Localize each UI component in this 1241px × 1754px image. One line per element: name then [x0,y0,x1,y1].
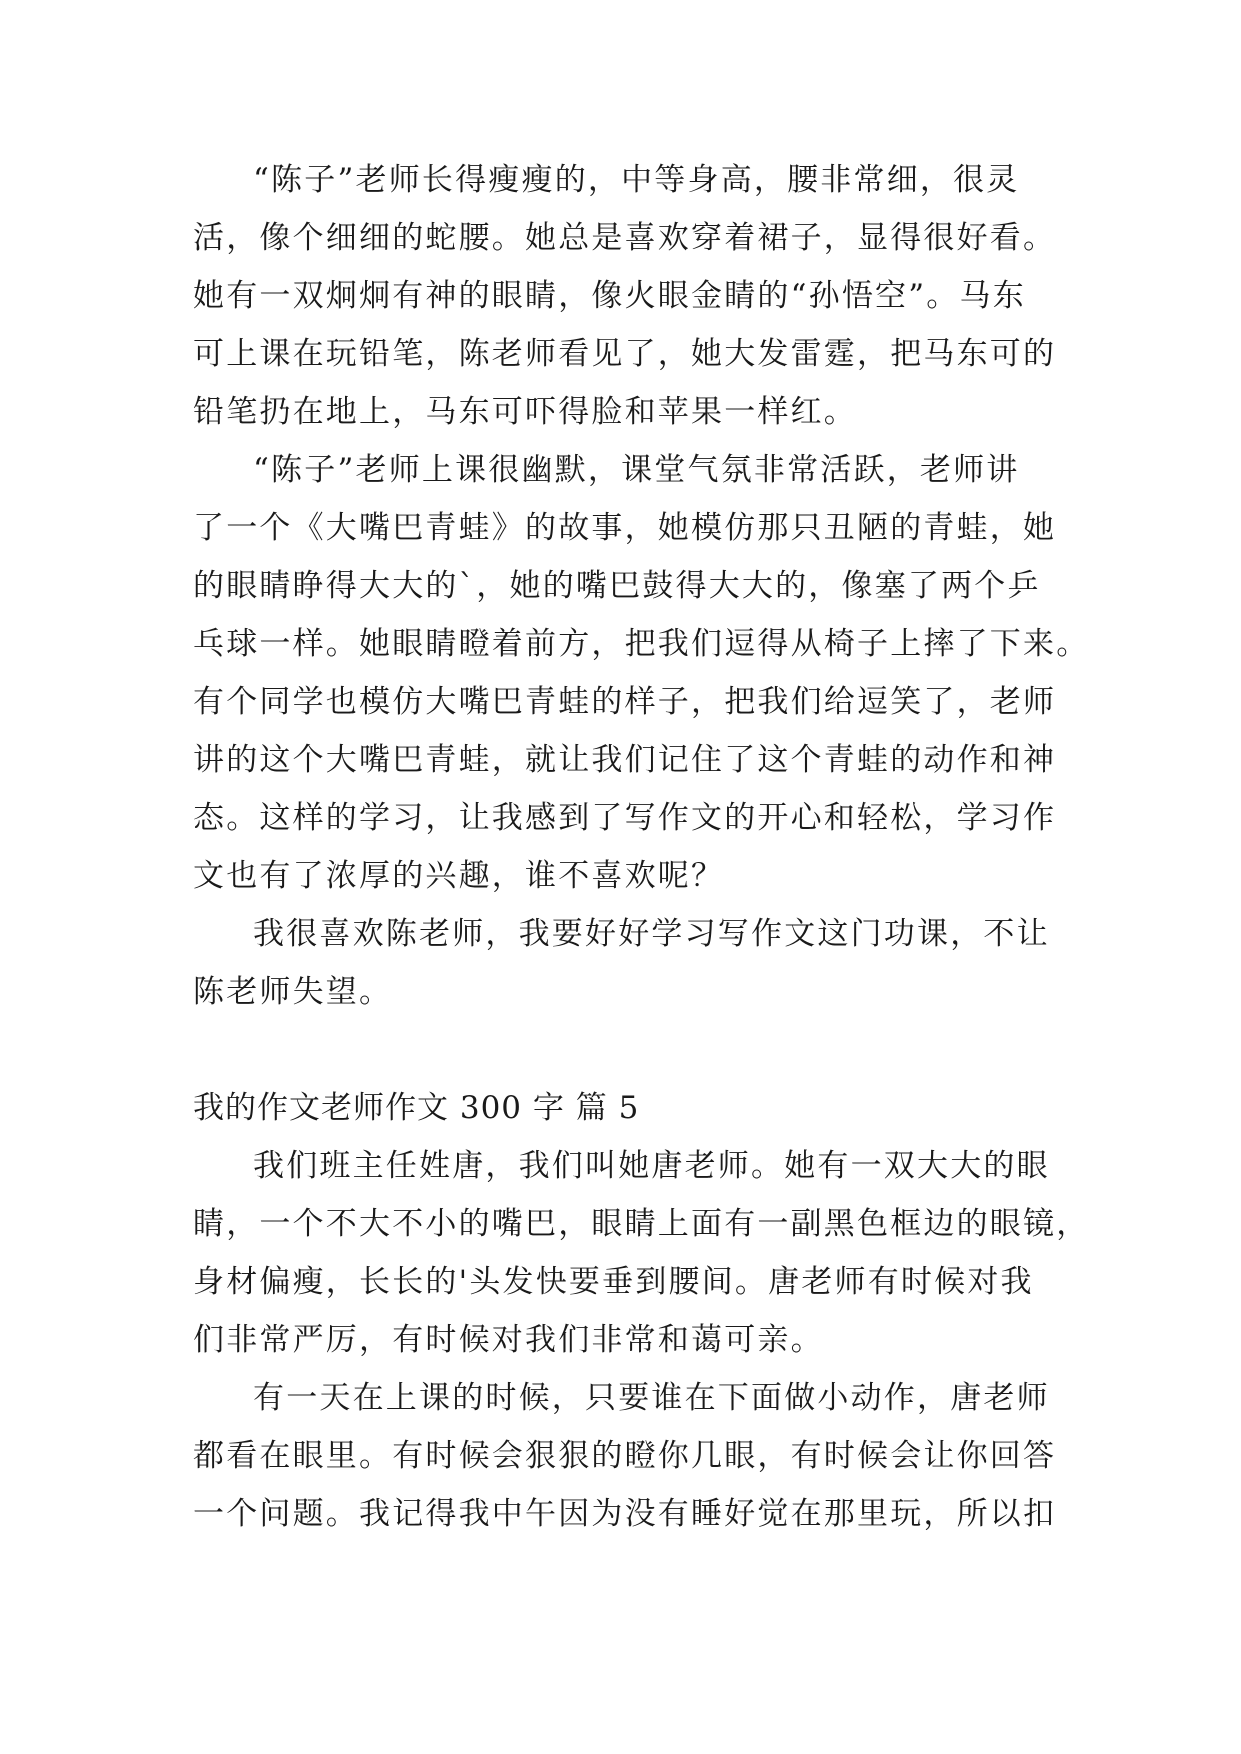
text-line: “陈子”老师上课很幽默，课堂气氛非常活跃，老师讲 [253,452,1020,488]
text-line: 了一个《大嘴巴青蛙》的故事，她模仿那只丑陋的青蛙，她 [193,510,1057,546]
text-line: 有一天在上课的时候，只要谁在下面做小动作，唐老师 [253,1380,1050,1416]
text-line: 可上课在玩铅笔，陈老师看见了，她大发雷霆，把马东可的 [193,336,1057,372]
text-line: 文也有了浓厚的兴趣，谁不喜欢呢？ [193,858,725,894]
text-line: 态。这样的学习，让我感到了写作文的开心和轻松，学习作 [193,800,1057,836]
text-line: 我们班主任姓唐，我们叫她唐老师。她有一双大大的眼 [253,1148,1050,1184]
text-line: 都看在眼里。有时候会狠狠的瞪你几眼，有时候会让你回答 [193,1438,1057,1474]
text-line: “陈子”老师长得瘦瘦的，中等身高，腰非常细，很灵 [253,162,1020,198]
text-line: 铅笔扔在地上，马东可吓得脸和苹果一样红。 [193,394,857,430]
text-line: 讲的这个大嘴巴青蛙，就让我们记住了这个青蛙的动作和神 [193,742,1057,778]
text-line: 身材偏瘦，长长的'头发快要垂到腰间。唐老师有时候对我 [193,1264,1034,1300]
text-line: 们非常严厉，有时候对我们非常和蔼可亲。 [193,1322,824,1358]
text-line: 活，像个细细的蛇腰。她总是喜欢穿着裙子，显得很好看。 [193,220,1057,256]
text-line: 有个同学也模仿大嘴巴青蛙的样子，把我们给逗笑了，老师 [193,684,1057,720]
text-line: 我很喜欢陈老师，我要好好学习写作文这门功课，不让 [253,916,1050,952]
text-line: 睛，一个不大不小的嘴巴，眼睛上面有一副黑色框边的眼镜， [193,1206,1090,1242]
text-line: 陈老师失望。 [193,974,393,1010]
section-heading: 我的作文老师作文 300 字 篇 5 [193,1090,640,1126]
text-line: 她有一双炯炯有神的眼睛，像火眼金睛的“孙悟空”。马东 [193,278,1026,314]
text-line: 乓球一样。她眼睛瞪着前方，把我们逗得从椅子上摔了下来。 [193,626,1090,662]
text-line: 的眼睛睁得大大的`，她的嘴巴鼓得大大的，像塞了两个乒 [193,568,1041,604]
text-line: 一个问题。我记得我中午因为没有睡好觉在那里玩，所以扣 [193,1496,1057,1532]
